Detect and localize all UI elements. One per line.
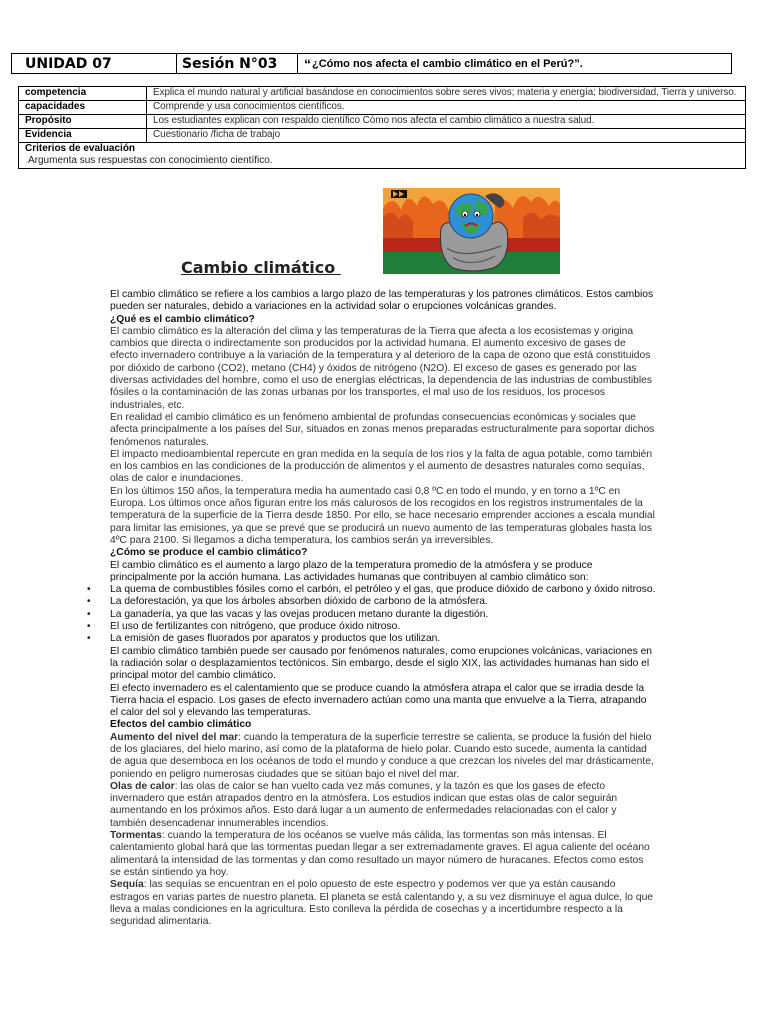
effect-paragraph	[110, 781, 656, 830]
paragraph: El impacto medioambiental repercute en gran medida en la sequía de los ríos y la falta de agua potable, como también en los cambios en las condiciones de la producción de alimentos y el aumento de desastres naturales como sequías, olas de calor e inundaciones.	[110, 448, 653, 485]
question-cell	[298, 54, 731, 73]
paragraph: El efecto invernadero es el calentamiento que se produce cuando la atmósfera atrapa el calor que se irradia desde la Tierra hacia el espacio. Los gases de efecto invernadero actúan como una manta que envuelve a la Tierra, atrapando el calor del sol y elevando las temperaturas.	[110, 682, 647, 719]
earth-in-bag-icon	[383, 188, 560, 274]
session-cell	[177, 54, 298, 73]
row-value: Los estudiantes explican con respaldo científico Cómo nos afecta el cambio climático a nuestra salud.	[153, 115, 595, 126]
effect-text: : las sequías se encuentran en el polo opuesto de este espectro y podemos ver que ya están causando estragos en varias partes de nuestro planeta. El planeta se está calentando y, a su vez disminuye el agua dulce, lo que lleva a malas condiciones en la agricultura. Esto conlleva la pérdida de cosechas y a incertidumbre respecto a la seguridad alimentaria.	[110, 879, 654, 928]
list-item-text: La emisión de gases fluorados por aparatos y productos que los utilizan.	[110, 633, 441, 645]
section-heading: Efectos del cambio climático	[110, 719, 252, 731]
criteria-title: Criterios de evaluación	[25, 143, 136, 154]
learning-info-table	[18, 86, 746, 169]
table-row	[19, 87, 745, 101]
section-heading: ¿Cómo se produce el cambio climático?	[110, 547, 308, 559]
unit-cell	[12, 54, 177, 73]
effect-text: : cuando la temperatura de los océanos se vuelve más cálida, las tormentas son más intensas. El calentamiento global hará que las tormentas puedan llegar a ser extremadamente graves. El agua caliente del océano alimentará la intensidad de las tormentas y dan como resultado un mayor número de huracanes. Efectos como estos se están sintiendo ya hoy.	[110, 830, 650, 878]
row-label: Evidencia	[19, 129, 147, 142]
effect-text: : cuando la temperatura de la superficie terrestre se calienta, se produce la fusión del hielo de los glaciares, del hielo marino, así como de la plataforma de hielo polar. Cuando esto sucede, aumenta la cantidad de agua que desemboca en los océanos de todo el mundo y conduce a que crezcan los niveles del mar drásticamente, poniendo en peligro numerosas ciudades que se sitúan bajo el nivel del mar.	[110, 731, 654, 780]
table-row	[19, 115, 745, 129]
bullet: •	[87, 633, 91, 645]
row-value: Explica el mundo natural y artificial basándose en conocimientos sobre seres vivos; materia y energía; biodiversidad, Tierra y universo.	[153, 87, 737, 98]
criteria-text: Argumenta sus respuestas con conocimiento científico.	[28, 155, 273, 166]
section-heading: ¿Qué es el cambio climático?	[110, 313, 255, 325]
row-value: Comprende y usa conocimientos científicos.	[153, 101, 345, 112]
table-row	[19, 101, 745, 115]
list-item	[87, 633, 656, 645]
effect-label: Tormentas	[110, 830, 162, 842]
unit-label: UNIDAD 07	[25, 55, 112, 72]
list-item-text: El uso de fertilizantes con nitrógeno, que produce óxido nitroso.	[110, 621, 401, 633]
article-body	[87, 289, 656, 928]
effect-label: Olas de calor	[110, 780, 175, 792]
list-item-text: La deforestación, ya que los árboles absorben dióxido de carbono de la atmósfera.	[110, 596, 488, 608]
row-label: capacidades	[19, 101, 147, 114]
bullet: •	[87, 584, 91, 596]
session-label: Sesión N°03	[182, 55, 278, 72]
effect-label: Aumento del nivel del mar	[110, 731, 239, 743]
effect-label: Sequía	[110, 879, 144, 891]
list-item	[87, 584, 656, 596]
effect-paragraph	[110, 879, 656, 928]
list-item	[87, 608, 656, 621]
paragraph: El cambio climático también puede ser causado por fenómenos naturales, como erupciones volcánicas, variaciones en la radiación solar o desplazamientos tectónicos. Sin embargo, desde el siglo XIX, las actividades humanas han sido el principal motor del cambio climático.	[110, 645, 653, 682]
bullet: •	[87, 596, 91, 608]
page-title: Cambio climático	[181, 258, 341, 277]
list-item	[87, 596, 656, 608]
evaluation-criteria	[19, 143, 745, 168]
effect-text: : las olas de calor se han vuelto cada vez más comunes, y la tazón es que los gases de efecto invernadero que están atrapados dentro en la atmósfera. Los estudios indican que estas olas de calor seguirán aumentando en los próximos años. Esto dará lugar a un aumento de enfermedades relacionadas con el calor y también desencadenar innumerables incendios.	[110, 780, 618, 829]
bullet: •	[87, 608, 91, 620]
bullet: •	[87, 621, 91, 633]
effect-paragraph	[110, 830, 656, 879]
list-item-text: La ganadería, ya que las vacas y las ovejas producen metano durante la digestión.	[110, 608, 489, 620]
intro-paragraph: El cambio climático se refiere a los cambios a largo plazo de las temperaturas y los patrones climáticos. Estos cambios pueden ser naturales, debido a variaciones en la actividad solar o erupciones volcánicas grandes.	[110, 289, 654, 313]
list-item	[87, 621, 656, 633]
row-label: Propósito	[19, 115, 147, 128]
table-row	[19, 129, 745, 143]
paragraph: El cambio climático es la alteración del clima y las temperaturas de la Tierra que afecta a los ecosistemas y origina cambios que directa o indirectamente son producidos por la actividad humana. El aumento excesivo de gases de efecto invernadero contribuye a la variación de la temperatura y al deterioro de la capa de ozono que está constituidos por dióxido de carbono (CO2), metano (CH4) y óxidos de nitrógeno (N2O). El exceso de gases es generado por las diversas actividades del hombre, como el uso de energías eléctricas, la dependencia de las industrias de combustibles fósiles o la contaminación de las zonas urbanas por los transportes, el mal uso de los residuos, los procesos industriales, etc.	[110, 325, 653, 411]
effect-paragraph	[110, 732, 656, 781]
row-label: competencia	[19, 87, 147, 100]
paragraph: En realidad el cambio climático es un fenómeno ambiental de profundas consecuencias económicas y sociales que afecta principalmente a los países del Sur, situados en zonas menos preparadas estructuralmente para soportar dichos fenómenos naturales.	[110, 411, 655, 448]
causes-list	[87, 584, 656, 645]
paragraph: En los últimos 150 años, la temperatura media ha aumentado casi 0,8 ºC en todo el mundo, y en torno a 1ºC en Europa. Los últimos once años figuran entre los más calurosos de los recogidos en los registros instrumentales de la temperatura de la superficie de la Tierra desde 1850. Por ello, se hace necesario emprender acciones a escala mundial para limitar las emisiones, ya que se prevé que se producirá un nuevo aumento de las temperaturas globales hasta los 4ºC para 2100. Si llegamos a dicha temperatura, los cambios serán ya irreversibles.	[110, 485, 655, 546]
list-item-text: La quema de combustibles fósiles como el carbón, el petróleo y el gas, que produce dióxido de carbono y óxido nitroso.	[110, 584, 656, 596]
paragraph: El cambio climático es el aumento a largo plazo de la temperatura promedio de la atmósfera y se produce principalmente por la acción humana. Las actividades humanas que contribuyen al cambio climático son:	[110, 559, 593, 583]
row-value: Cuestionario /ficha de trabajo	[153, 129, 281, 140]
burning-earth-illustration	[383, 188, 560, 274]
session-question: ¿Cómo nos afecta el cambio climático en el Perú?”.	[312, 57, 583, 70]
session-header-table	[11, 53, 732, 74]
quote-mark: “	[304, 55, 311, 72]
